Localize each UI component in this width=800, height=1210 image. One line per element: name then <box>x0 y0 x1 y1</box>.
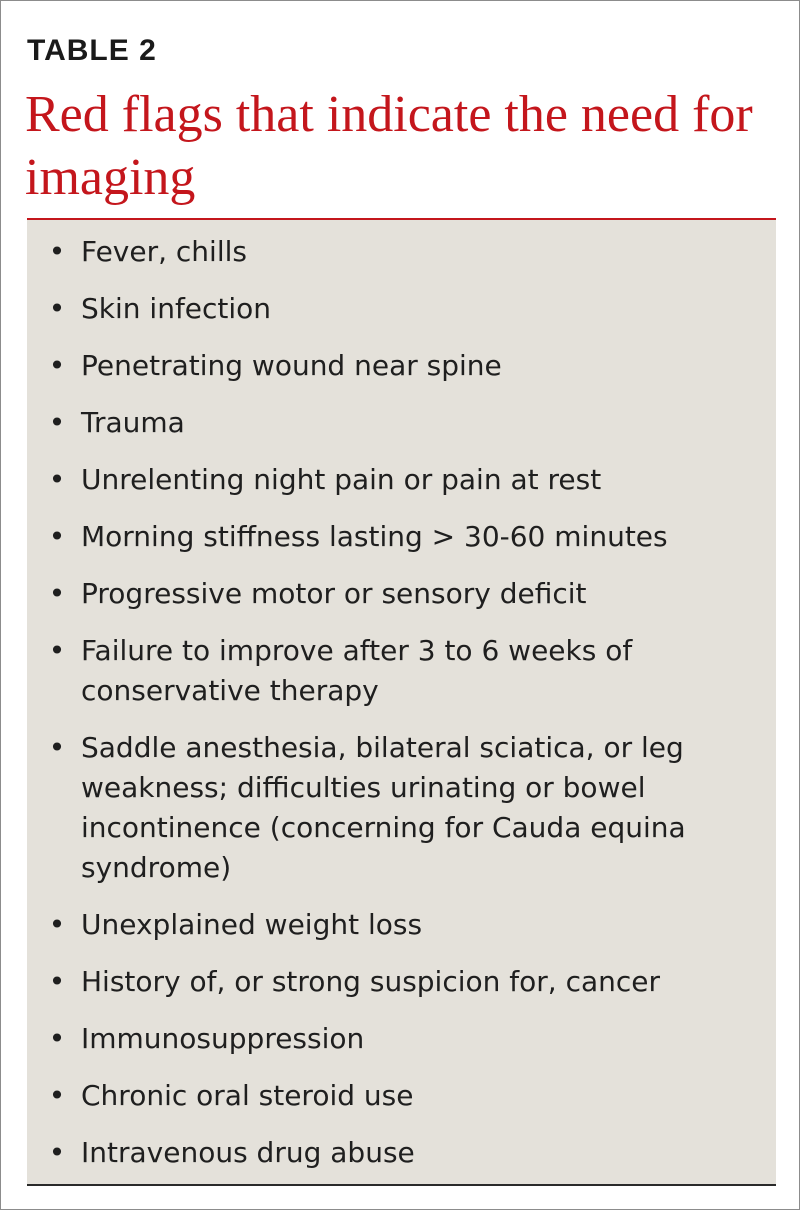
list-item <box>27 728 776 888</box>
list-item <box>27 1133 776 1173</box>
bullet-icon: • <box>48 463 66 496</box>
bullet-icon: • <box>48 731 66 764</box>
list-item-text: Morning stiffness lasting > 30-60 minutes <box>81 520 668 553</box>
list-item-text: Progressive motor or sensory deficit <box>81 577 587 610</box>
table-title: Red flags that indicate the need for imaging <box>25 86 753 206</box>
list-item-text: History of, or strong suspicion for, cancer <box>81 965 661 998</box>
list-item <box>27 574 776 614</box>
list-item-text: Penetrating wound near spine <box>81 349 502 382</box>
bullet-icon: • <box>48 908 66 941</box>
list-item-text: Failure to improve after 3 to 6 weeks of conservative therapy <box>81 634 633 707</box>
list-item-text: Trauma <box>81 406 185 439</box>
list-item <box>27 1019 776 1059</box>
bullet-icon: • <box>48 1022 66 1055</box>
list-item-text: Saddle anesthesia, bilateral sciatica, or leg weakness; difficulties urinating or bowel incontinence (concerning for Cauda equina syndrome) <box>81 731 686 884</box>
list-item-text: Intravenous drug abuse <box>81 1136 415 1169</box>
list-item <box>27 403 776 443</box>
list-item-text: Unexplained weight loss <box>81 908 423 941</box>
bullet-icon: • <box>48 349 66 382</box>
list-item <box>27 962 776 1002</box>
bullet-icon: • <box>48 406 66 439</box>
list-item-text: Fever, chills <box>81 235 247 268</box>
table-label: TABLE 2 <box>27 34 157 67</box>
bullet-icon: • <box>48 634 66 667</box>
list-item-text: Unrelenting night pain or pain at rest <box>81 463 602 496</box>
list-item <box>27 631 776 711</box>
list-item <box>27 232 776 272</box>
bullet-icon: • <box>48 965 66 998</box>
list-item <box>27 1076 776 1116</box>
list-item <box>27 905 776 945</box>
list-item-text: Immunosuppression <box>81 1022 365 1055</box>
list-item-text: Skin infection <box>81 292 272 325</box>
bullet-icon: • <box>48 292 66 325</box>
list-item <box>27 346 776 386</box>
list-item <box>27 517 776 557</box>
list-item-text: Chronic oral steroid use <box>81 1079 414 1112</box>
bullet-icon: • <box>48 577 66 610</box>
bullet-icon: • <box>48 235 66 268</box>
list-item <box>27 289 776 329</box>
red-flag-list <box>27 220 776 1173</box>
list-item <box>27 460 776 500</box>
bullet-icon: • <box>48 1079 66 1112</box>
table-body <box>27 218 776 1186</box>
bullet-icon: • <box>48 1136 66 1169</box>
bullet-icon: • <box>48 520 66 553</box>
